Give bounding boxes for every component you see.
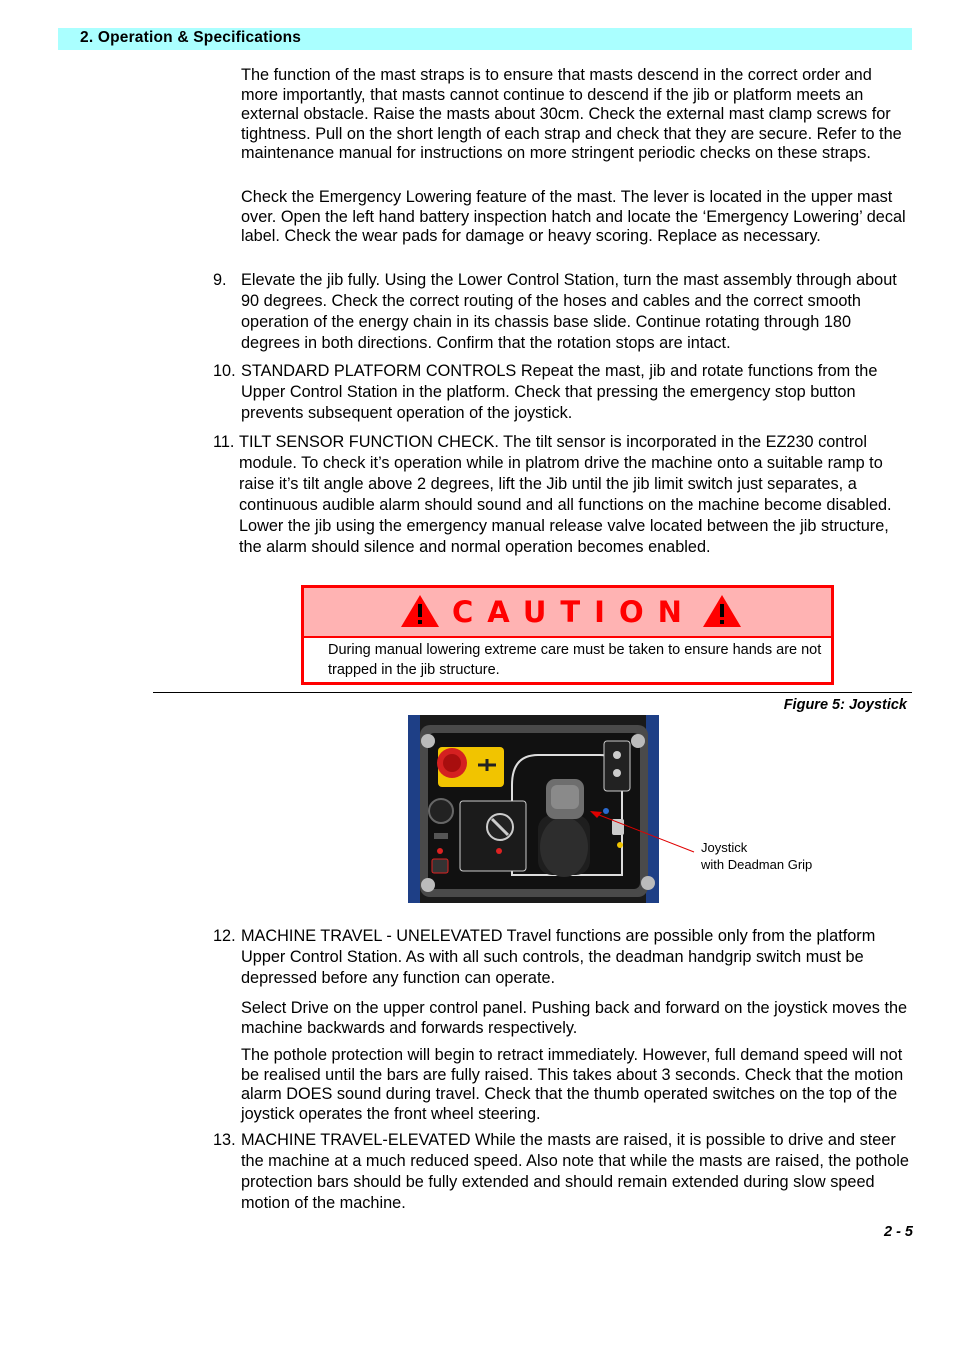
section-header-bar [58, 28, 912, 50]
joystick-callout-label [701, 839, 901, 873]
list-text: TILT SENSOR FUNCTION CHECK. The tilt sensor is incorporated in the EZ230 control module. To check it’s operation while in platrom drive the machine onto a suitable ramp to raise it’s tilt angle above 2 degrees, lift the Jib until the jib limit switch just separates, a continuous audible alarm should sound and all functions on the machine become disabled. Lower the jib using the emergency manual release valve located between the jib structure, the alarm should silence and normal operation becomes enabled. [239, 433, 892, 556]
caution-box [301, 585, 834, 685]
list-item-13 [213, 1130, 911, 1214]
list-item-10 [213, 361, 911, 424]
list-number: 10. [213, 362, 236, 380]
caution-text: During manual lowering extreme care must be taken to ensure hands are not trapped in the jib structure. [328, 642, 822, 678]
list-number: 9. [213, 271, 227, 289]
page-number: 2 - 5 [883, 1224, 913, 1240]
paragraph-mast-straps: The function of the mast straps is to ensure that masts descend in the correct order and more importantly, that masts cannot continue to descend if the jib or platform meets an external obstacle. Raise the masts about 30cm. Check the external mast clamp screws for tightness. Pull on the short length of each strap and check that they are secure. Refer to the maintenance manual for instructions on more stringent periodic checks on these straps. [241, 66, 902, 162]
list-text: Elevate the jib fully. Using the Lower Control Station, turn the mast assembly through about 90 degrees. Check the correct routing of the hoses and cables and the correct smooth operation of the energy chain in its chassis base slide. Continue rotating through 180 degrees in both directions. Confirm that the rotation stops are intact. [241, 271, 897, 352]
list-text: STANDARD PLATFORM CONTROLS Repeat the mast, jib and rotate functions from the Upper Control Station in the platform. Check that pressing the emergency stop button prevents subsequent operation of the joystick. [241, 362, 878, 422]
paragraph-emergency-lowering: Check the Emergency Lowering feature of the mast. The lever is located in the upper mast over. Open the left hand battery inspection hatch and locate the ‘Emergency Lowering’ decal label. Check the wear pads for damage or heavy scoring. Replace as necessary. [241, 188, 906, 245]
callout-line-1: Joystick [701, 840, 748, 855]
paragraph-drive: Select Drive on the upper control panel. Pushing back and forward on the joystick moves the machine backwards and forwards respectively. [241, 999, 908, 1037]
warning-triangle-icon [400, 594, 440, 628]
list-item-11 [213, 432, 911, 558]
list-item-12 [213, 926, 911, 989]
list-text: MACHINE TRAVEL - UNELEVATED Travel functions are possible only from the platform Upper Control Station. As with all such controls, the deadman handgrip switch must be depressed before any function can operate. [241, 927, 876, 987]
callout-line-2: with Deadman Grip [701, 857, 813, 872]
caution-title: CAUTION [452, 595, 696, 629]
caution-header [304, 588, 831, 638]
list-number: 11. [213, 433, 235, 451]
divider [153, 692, 912, 693]
paragraph-pothole: The pothole protection will begin to retract immediately. However, full demand speed will not be realised until the bars are fully raised. This takes about 3 seconds. Check that the motion alarm DOES sound during travel. Check that the thumb operated switches on the top of the joystick operates the front wheel steering. [241, 1046, 904, 1123]
list-item-9 [213, 270, 911, 354]
list-number: 13. [213, 1131, 236, 1149]
list-text: MACHINE TRAVEL-ELEVATED While the masts are raised, it is possible to drive and steer the machine at a much reduced speed. Also note that while the masts are raised, the pothole protection bars should be fully extended and should remain extended during slow speed motion of the machine. [241, 1131, 909, 1212]
figure-caption: Figure 5: Joystick [783, 697, 907, 713]
joystick-control-panel-photo [408, 715, 659, 903]
section-title: 2. Operation & Specifications [80, 29, 302, 46]
list-number: 12. [213, 927, 236, 945]
warning-triangle-icon [702, 594, 742, 628]
